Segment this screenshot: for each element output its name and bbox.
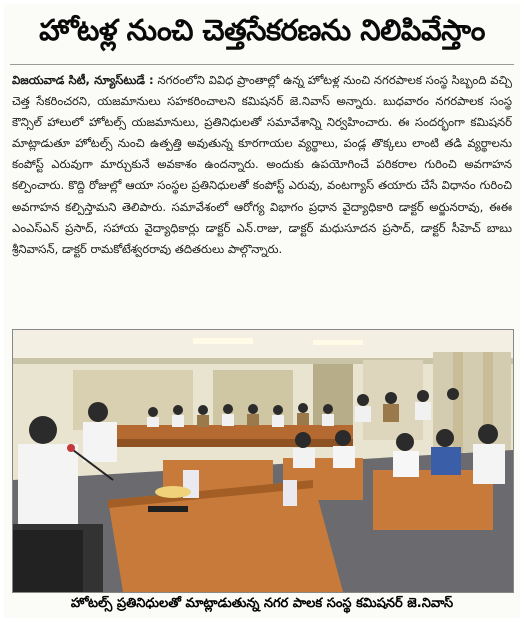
dateline: విజయవాడ సిటీ, న్యూస్‌టుడే :: [12, 73, 154, 87]
article-text: నగరంలోని వివిధ ప్రాంతాల్లో ఉన్న హోటళ్ల నుంచి నగరపాలక సంస్థ సిబ్బంది వచ్చి చెత్త సేకరించరని, యజమానులు సహకరించాలని కమిషనర్ జె.నివాస్ అన్నారు. బుధవారం నగరపాలక సంస్థ కౌన్సిల్ హాలులో హోటల్స్ యజమానులు, ప్రతినిధులతో సమావేశాన్ని నిర్వహించారు. ఈ సందర్భంగా కమిషనర్ మాట్లాడుతూ హోటల్స్ నుంచి ఉత్పత్తి అవుతున్న కూరగాయల వ్యర్థాలు, పండ్ల తొక్కలు లాంటి తడి వ్యర్థాలను కంపోస్ట్ ఎరువుగా మార్చుకునే అవకాశం ఉందన్నారు. అందుకు ఉపయోగించే పరికరాల గురించి అవగాహన కల్పించారు. కొద్ది రోజుల్లో ఆయా సంస్థల ప్రతినిధులతో కంపోస్ట్ ఎరువు, వంటగ్యాస్ తయారు చేసే విధానం గురించి అవగాహన కల్పిస్తామని తెలిపారు. సమావేశంలో ఆరోగ్య విభాగం ప్రధాన వైద్యాధికారి డాక్టర్ అర్జునరావు, ఈఈ ఎంఎస్ఎన్ ప్రసాద్, సహాయ వైద్యాధికార్లు డాక్టర్ ఎన్.రాజు, డాక్టర్ మధుసూదన ప్రసాద్, డాక్టర్ సీహెచ్ బాబు శ్రీనివాసన్, డాక్టర్ రామకోటేశ్వరరావు తదితరులు పాల్గొన్నారు.: [12, 73, 512, 256]
headline-divider: [10, 64, 514, 65]
meeting-hall-illustration: [13, 330, 513, 592]
photo-caption: హోటల్స్ ప్రతినిధులతో మాట్లాడుతున్న నగర పాలక సంస్థ కమిషనర్ జె.నివాస్: [70, 596, 454, 611]
meeting-photo: [12, 329, 514, 593]
article-body: [12, 70, 512, 324]
newspaper-clipping: [4, 4, 520, 618]
headline: హోటళ్ల నుంచి చెత్తసేకరణను నిలిపివేస్తాం: [39, 13, 485, 47]
